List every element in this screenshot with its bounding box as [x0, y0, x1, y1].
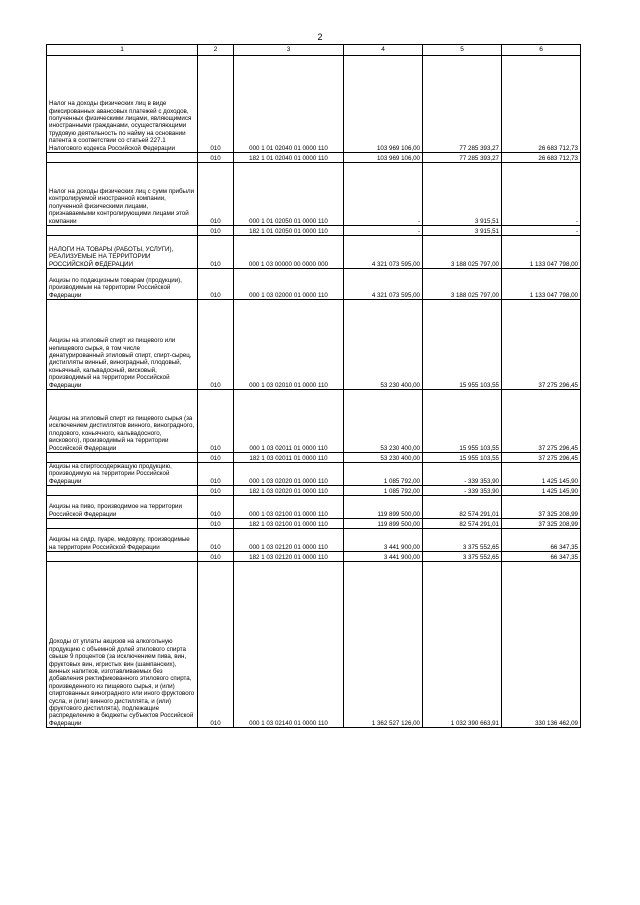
row-col6-value-cell: 37 325 208,99 — [502, 519, 581, 529]
row-line-code-cell: 010 — [198, 463, 234, 486]
row-col6-value-cell: 66 347,35 — [502, 552, 581, 562]
table-row — [47, 496, 581, 519]
table-row — [47, 463, 581, 486]
row-col6-value-cell: 1 425 145,90 — [502, 486, 581, 496]
row-budget-code-cell: 182 1 03 02100 01 0000 110 — [234, 519, 344, 529]
row-name-cell — [47, 226, 198, 236]
row-col4-value-cell: 1 085 792,00 — [344, 463, 423, 486]
row-line-code-cell: 010 — [198, 552, 234, 562]
header-col-3: 3 — [234, 45, 344, 56]
row-col6-value-cell: 37 275 296,45 — [502, 390, 581, 453]
row-col6-value-cell: 37 275 296,45 — [502, 453, 581, 463]
row-col6-value-cell: - — [502, 163, 581, 226]
header-col-5: 5 — [423, 45, 502, 56]
row-name-cell: Акцизы на сидр, пуаре, медовуху, производимые на территории Российской Федерации — [47, 529, 198, 552]
row-line-code-cell: 010 — [198, 453, 234, 463]
row-col4-value-cell: 4 321 073 595,00 — [344, 236, 423, 269]
row-col4-value-cell: 53 230 400,00 — [344, 390, 423, 453]
row-budget-code-cell: 182 1 03 02020 01 0000 110 — [234, 486, 344, 496]
row-col5-value-cell: 3 375 552,65 — [423, 529, 502, 552]
row-budget-code-cell: 000 1 03 02120 01 0000 110 — [234, 529, 344, 552]
row-col4-value-cell: 103 969 106,00 — [344, 153, 423, 163]
row-name-cell: Налог на доходы физических лиц в виде фиксированных авансовых платежей с доходов, полученных физическими лицами, являющимися иностранными гражданами, осуществляющими трудовую деятельность по найму на основании патента в соответствии со статьей 227.1 Налогового кодекса Российской Федерации — [47, 56, 198, 153]
row-col5-value-cell: 15 955 103,55 — [423, 390, 502, 453]
row-budget-code-cell: 000 1 03 00000 00 0000 000 — [234, 236, 344, 269]
row-col5-value-cell: 77 285 393,27 — [423, 56, 502, 153]
row-name-cell: Акцизы на пиво, производимое на территории Российской Федерации — [47, 496, 198, 519]
table-row — [47, 519, 581, 529]
row-col6-value-cell: 1 133 047 798,00 — [502, 269, 581, 300]
row-col5-value-cell: 15 955 103,55 — [423, 300, 502, 390]
row-col4-value-cell: - — [344, 163, 423, 226]
row-name-cell — [47, 552, 198, 562]
row-line-code-cell: 010 — [198, 269, 234, 300]
row-col6-value-cell: 26 683 712,73 — [502, 56, 581, 153]
row-name-cell: Акцизы по подакцизным товарам (продукции), производимым на территории Российской Федерации — [47, 269, 198, 300]
row-col5-value-cell: 3 188 025 797,00 — [423, 236, 502, 269]
row-col5-value-cell: - 339 353,90 — [423, 463, 502, 486]
row-col5-value-cell: 82 574 291,01 — [423, 519, 502, 529]
header-row — [47, 45, 581, 56]
row-col5-value-cell: 77 285 393,27 — [423, 153, 502, 163]
row-col5-value-cell: 3 188 025 797,00 — [423, 269, 502, 300]
row-col5-value-cell: - 339 353,90 — [423, 486, 502, 496]
row-budget-code-cell: 000 1 03 02140 01 0000 110 — [234, 562, 344, 728]
row-budget-code-cell: 182 1 01 02040 01 0000 110 — [234, 153, 344, 163]
row-budget-code-cell: 000 1 03 02100 01 0000 110 — [234, 496, 344, 519]
row-line-code-cell: 010 — [198, 486, 234, 496]
row-col4-value-cell: 4 321 073 595,00 — [344, 269, 423, 300]
row-line-code-cell: 010 — [198, 163, 234, 226]
row-col4-value-cell: 103 969 106,00 — [344, 56, 423, 153]
row-col5-value-cell: 3 375 552,65 — [423, 552, 502, 562]
table-row — [47, 552, 581, 562]
row-col4-value-cell: 53 230 400,00 — [344, 300, 423, 390]
row-col6-value-cell: 330 136 462,09 — [502, 562, 581, 728]
row-col6-value-cell: 1 425 145,90 — [502, 463, 581, 486]
row-col4-value-cell: 53 230 400,00 — [344, 453, 423, 463]
row-name-cell — [47, 486, 198, 496]
row-name-cell — [47, 519, 198, 529]
row-col6-value-cell: - — [502, 226, 581, 236]
row-col4-value-cell: 119 899 500,00 — [344, 496, 423, 519]
table-row — [47, 390, 581, 453]
row-budget-code-cell: 182 1 03 02120 01 0000 110 — [234, 552, 344, 562]
row-budget-code-cell: 000 1 03 02011 01 0000 110 — [234, 390, 344, 453]
row-col6-value-cell: 37 275 296,45 — [502, 300, 581, 390]
row-col5-value-cell: 15 955 103,55 — [423, 453, 502, 463]
row-col4-value-cell: 3 441 900,00 — [344, 529, 423, 552]
header-col-6: 6 — [502, 45, 581, 56]
row-name-cell: Налог на доходы физических лиц с сумм прибыли контролируемой иностранной компании, полученной физическими лицами, признаваемыми контролирующими лицами этой компании — [47, 163, 198, 226]
row-line-code-cell: 010 — [198, 300, 234, 390]
row-budget-code-cell: 000 1 03 02020 01 0000 110 — [234, 463, 344, 486]
row-col6-value-cell: 66 347,35 — [502, 529, 581, 552]
table-row — [47, 562, 581, 728]
row-col5-value-cell: 82 574 291,01 — [423, 496, 502, 519]
row-col4-value-cell: 3 441 900,00 — [344, 552, 423, 562]
row-budget-code-cell: 000 1 03 02010 01 0000 110 — [234, 300, 344, 390]
row-budget-code-cell: 000 1 03 02000 01 0000 110 — [234, 269, 344, 300]
header-col-4: 4 — [344, 45, 423, 56]
table-row — [47, 269, 581, 300]
row-line-code-cell: 010 — [198, 519, 234, 529]
row-line-code-cell: 010 — [198, 226, 234, 236]
table-row — [47, 163, 581, 226]
row-line-code-cell: 010 — [198, 236, 234, 269]
row-line-code-cell: 010 — [198, 496, 234, 519]
row-line-code-cell: 010 — [198, 562, 234, 728]
row-name-cell: Акцизы на этиловый спирт из пищевого или непищевого сырья, в том числе денатурированный этиловый спирт, спирт-сырец, дистилляты винный, виноградный, плодовый, коньячный, кальвадосный, висковый, производимый на территории Российской Федерации — [47, 300, 198, 390]
table-row — [47, 300, 581, 390]
row-col6-value-cell: 37 325 208,99 — [502, 496, 581, 519]
row-line-code-cell: 010 — [198, 56, 234, 153]
row-col4-value-cell: 1 362 527 126,00 — [344, 562, 423, 728]
table-row — [47, 236, 581, 269]
row-name-cell: Доходы от уплаты акцизов на алкогольную продукцию с объемной долей этилового спирта свыше 9 процентов (за исключением пива, вин, фруктовых вин, игристых вин (шампанских), винных напитков, изготавливаемых без добавления ректификованного этилового спирта, произведенного из пищевого сырья, и (или) спиртованных виноградного или иного фруктового сусла, и (или) винного дистиллята, и (или) фруктового дистиллята), подлежащие распределению в бюджеты субъектов Российской Федерации — [47, 562, 198, 728]
table-row — [47, 453, 581, 463]
row-budget-code-cell: 000 1 01 02050 01 0000 110 — [234, 163, 344, 226]
row-col5-value-cell: 3 915,51 — [423, 226, 502, 236]
row-col6-value-cell: 1 133 047 798,00 — [502, 236, 581, 269]
row-line-code-cell: 010 — [198, 153, 234, 163]
row-col4-value-cell: - — [344, 226, 423, 236]
row-budget-code-cell: 182 1 03 02011 01 0000 110 — [234, 453, 344, 463]
row-name-cell: Акцизы на спиртосодержащую продукцию, производимую на территории Российской Федерации — [47, 463, 198, 486]
row-name-cell — [47, 153, 198, 163]
report-table — [46, 44, 581, 728]
table-row — [47, 153, 581, 163]
row-col4-value-cell: 119 899 500,00 — [344, 519, 423, 529]
row-name-cell: НАЛОГИ НА ТОВАРЫ (РАБОТЫ, УСЛУГИ), РЕАЛИЗУЕМЫЕ НА ТЕРРИТОРИИ РОССИЙСКОЙ ФЕДЕРАЦИИ — [47, 236, 198, 269]
page-number: 2 — [317, 32, 323, 42]
row-budget-code-cell: 182 1 01 02050 01 0000 110 — [234, 226, 344, 236]
row-line-code-cell: 010 — [198, 390, 234, 453]
table-row — [47, 226, 581, 236]
row-name-cell — [47, 453, 198, 463]
table-row — [47, 486, 581, 496]
table-row — [47, 56, 581, 153]
table-row — [47, 529, 581, 552]
row-col5-value-cell: 1 032 390 663,91 — [423, 562, 502, 728]
row-line-code-cell: 010 — [198, 529, 234, 552]
row-budget-code-cell: 000 1 01 02040 01 0000 110 — [234, 56, 344, 153]
header-col-2: 2 — [198, 45, 234, 56]
row-name-cell: Акцизы на этиловый спирт из пищевого сырья (за исключением дистиллятов винного, виноградного, плодового, коньячного, кальвадосного, вискового), производимый на территории Российской Федерации — [47, 390, 198, 453]
row-col4-value-cell: 1 085 792,00 — [344, 486, 423, 496]
row-col6-value-cell: 26 683 712,73 — [502, 153, 581, 163]
header-col-1: 1 — [47, 45, 198, 56]
row-col5-value-cell: 3 915,51 — [423, 163, 502, 226]
